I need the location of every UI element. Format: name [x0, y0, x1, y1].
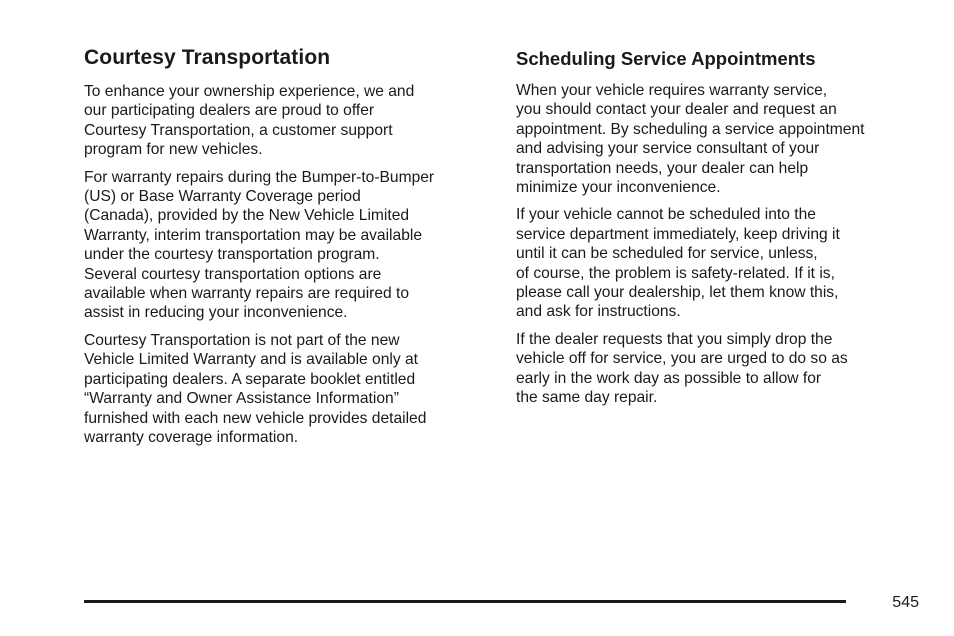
right-paragraph-1: When your vehicle requires warranty service, you should contact your dealer and request an appointment. By scheduling a service appointment and advising your service consultant of your transportation needs, your dealer can help minimize your inconvenience.: [516, 82, 865, 197]
footer-rule: [84, 600, 846, 603]
courtesy-transportation-heading: Courtesy Transportation: [84, 46, 331, 69]
scheduling-service-heading: Scheduling Service Appointments: [516, 48, 816, 69]
left-paragraph-1: To enhance your ownership experience, we and our participating dealers are proud to offer Courtesy Transportation, a customer support program for new vehicles.: [84, 83, 415, 159]
right-paragraph-2: If your vehicle cannot be scheduled into the service department immediately, keep driving it until it can be scheduled for service, unless, of course, the problem is safety-related. If it is, please call your dealership, let them know this, and ask for instructions.: [516, 206, 840, 321]
page-number: 545: [892, 594, 919, 611]
right-column: [516, 44, 926, 416]
left-column: [84, 44, 494, 455]
left-paragraph-2: For warranty repairs during the Bumper-to-Bumper (US) or Base Warranty Coverage period (Canada), provided by the New Vehicle Limited Warranty, interim transportation may be available under the courtesy transportation program. Several courtesy transportation options are available when warranty repairs are required to assist in reducing your inconvenience.: [84, 168, 435, 322]
left-paragraph-3: Courtesy Transportation is not part of the new Vehicle Limited Warranty and is available only at participating dealers. A separate booklet entitled “Warranty and Owner Assistance Information” furnished with each new vehicle provides detailed warranty coverage information.: [84, 331, 427, 446]
right-paragraph-3: If the dealer requests that you simply drop the vehicle off for service, you are urged to do so as early in the work day as possible to allow for the same day repair.: [516, 330, 848, 407]
